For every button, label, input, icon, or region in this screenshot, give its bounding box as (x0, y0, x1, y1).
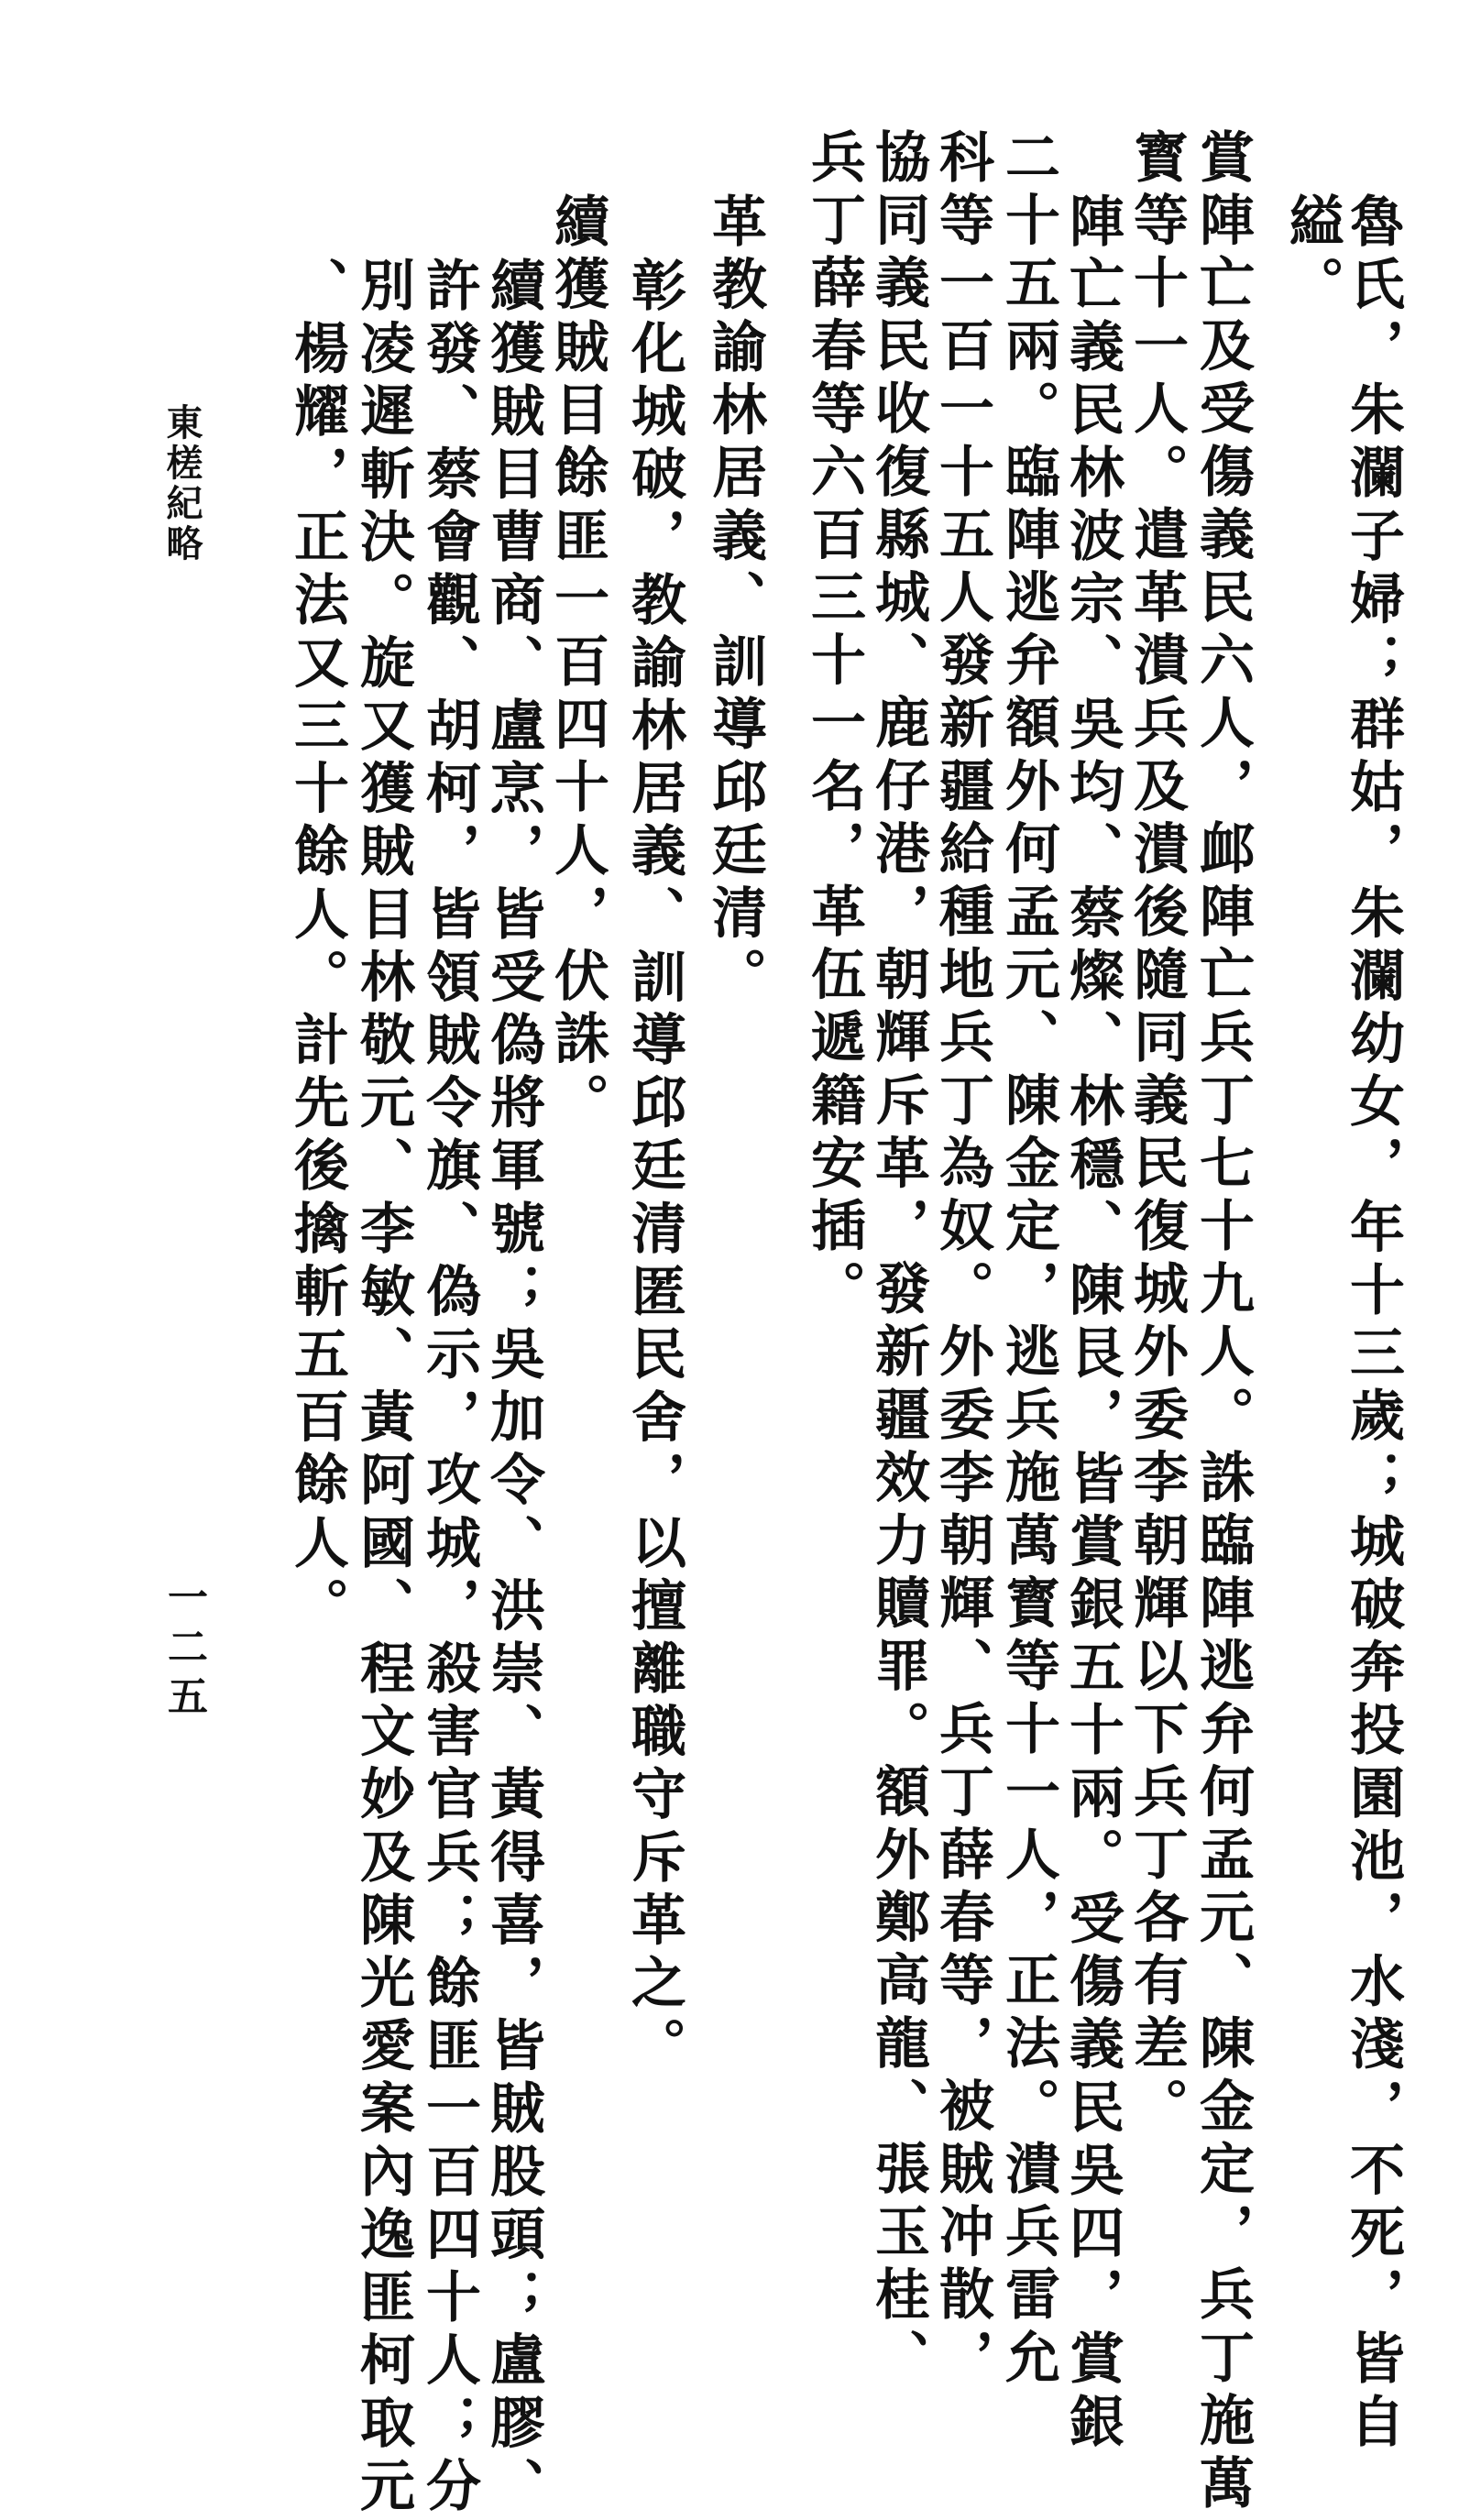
text-column-11: 彰化城破，教諭林居義、訓導邱廷清匿民舍，以擅離職守斥革之。 (622, 257, 686, 2080)
page-number: 一二五 (160, 1576, 207, 1725)
running-title: 東槎紀略 (160, 403, 203, 564)
text-column-12: 續獲賊目餘匪一百四十人，伏誅。 (545, 192, 609, 1135)
text-column-10: 革教諭林居義、訓導邱廷清。 (703, 192, 767, 1010)
text-column-4: 寳等十一人。遣革潰兵及潰後隨同義民復城外委李朝輝以下兵丁各有差。 (1124, 128, 1189, 2141)
text-column-15: 別凌遲斬決。旋又獲賊目林敬元、李敏、黃阿國、程文妙及陳光愛案內逸匪柯取元 (351, 257, 415, 2520)
text-column-14: 許發、蔡會觀、胡柯，皆領賊令旗、偽示，攻城，殺害官兵；餘匪一百四十人；分 (417, 257, 481, 2520)
text-column-5: 陣亡義民林波宗、吳均、蔡燦、林穩、陳艮，皆賞銀五十兩。受傷義民吳四，賞銀 (1060, 192, 1124, 2456)
text-column-7: 科等一百一十五人發新疆給種地兵丁為奴。外委李朝輝、兵丁薛春等，被賊冲散， (930, 128, 994, 2392)
text-column-13: 續獲賊目曹商、盧烹，皆受偽將軍號；吳加令、洪崇、黃得喜，皆賊股頭；盧膠、 (481, 257, 545, 2520)
text-column-6: 二十五兩。臨陣逃弁額外何孟元、陳金定，逃兵施萬寳等十一人，正法。潰兵雷允 (996, 128, 1060, 2392)
text-column-1: 魯氏，朱瀾子婦；群姑，朱瀾幼女，年十三歲；城破奔投園池，水淺，不死，皆自 (1341, 192, 1405, 2456)
text-column-2: 縊。 (1280, 192, 1344, 319)
text-column-8: 協同義民收復縣城、鹿仔港，朝輝斥革，發新疆效力贖罪。額外鄭高龍、張玉桂、 (866, 128, 930, 2392)
text-column-16: 、楊耀，正法又三十餘人。計先後擒斬五百餘人。 (285, 257, 349, 1640)
text-column-3: 賞陣亡及受傷義民六人，䘏陣亡兵丁七十九人。誅臨陣逃弁何孟元、陳金定，兵丁施萬 (1190, 128, 1255, 2517)
text-column-9: 兵丁薛春等六百三十一名，革伍遞籍安插。 (802, 128, 866, 1323)
